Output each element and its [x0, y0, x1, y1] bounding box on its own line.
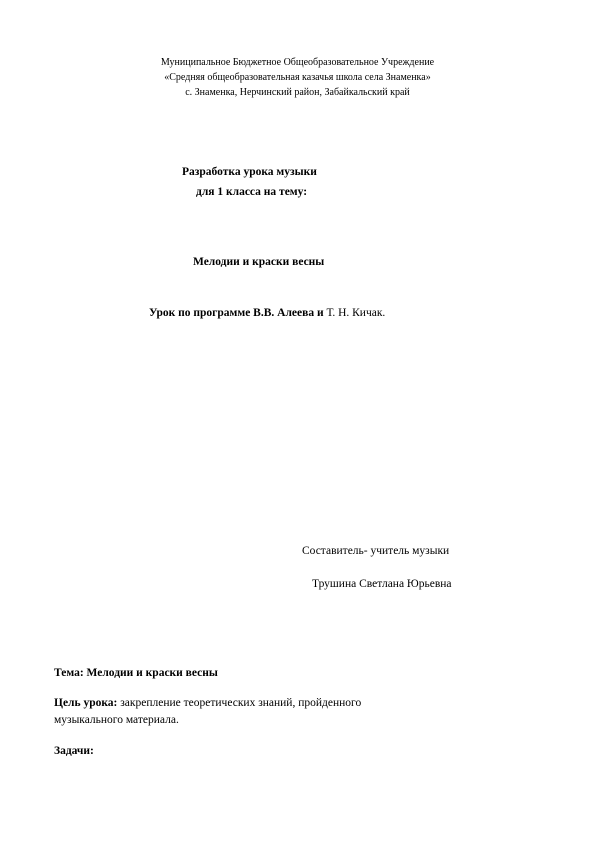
school-address-line: с. Знаменка, Нерчинский район, Забайкальский край — [185, 87, 410, 98]
goal-line-2: музыкального материала. — [54, 714, 179, 726]
author-role: Составитель- учитель музыки — [302, 545, 450, 557]
goal-text-1: закрепление теоретических знаний, пройденного — [117, 697, 362, 709]
goal-line-1 — [54, 697, 361, 709]
school-full-name-line: «Средняя общеобразовательная казачья школа села Знаменка» — [164, 72, 431, 83]
theme-value: Мелодии и краски весны — [83, 667, 218, 679]
goal-label: Цель урока: — [54, 697, 118, 709]
school-name-line: Муниципальное Бюджетное Общеобразовательное Учреждение — [160, 57, 435, 68]
theme-line — [54, 667, 218, 679]
title-line-2: для 1 класса на тему: — [196, 186, 308, 198]
program-label: Урок по программе В.В. Алеева и — [149, 307, 324, 319]
program-authors: Т. Н. Кичак. — [326, 307, 386, 319]
program-line — [149, 307, 385, 319]
theme-label: Тема: — [54, 667, 84, 679]
title-line-1: Разработка урока музыки — [182, 166, 317, 178]
tasks-label: Задачи: — [54, 745, 94, 757]
author-name: Трушина Светлана Юрьевна — [312, 578, 452, 590]
lesson-topic: Мелодии и краски весны — [193, 256, 325, 268]
